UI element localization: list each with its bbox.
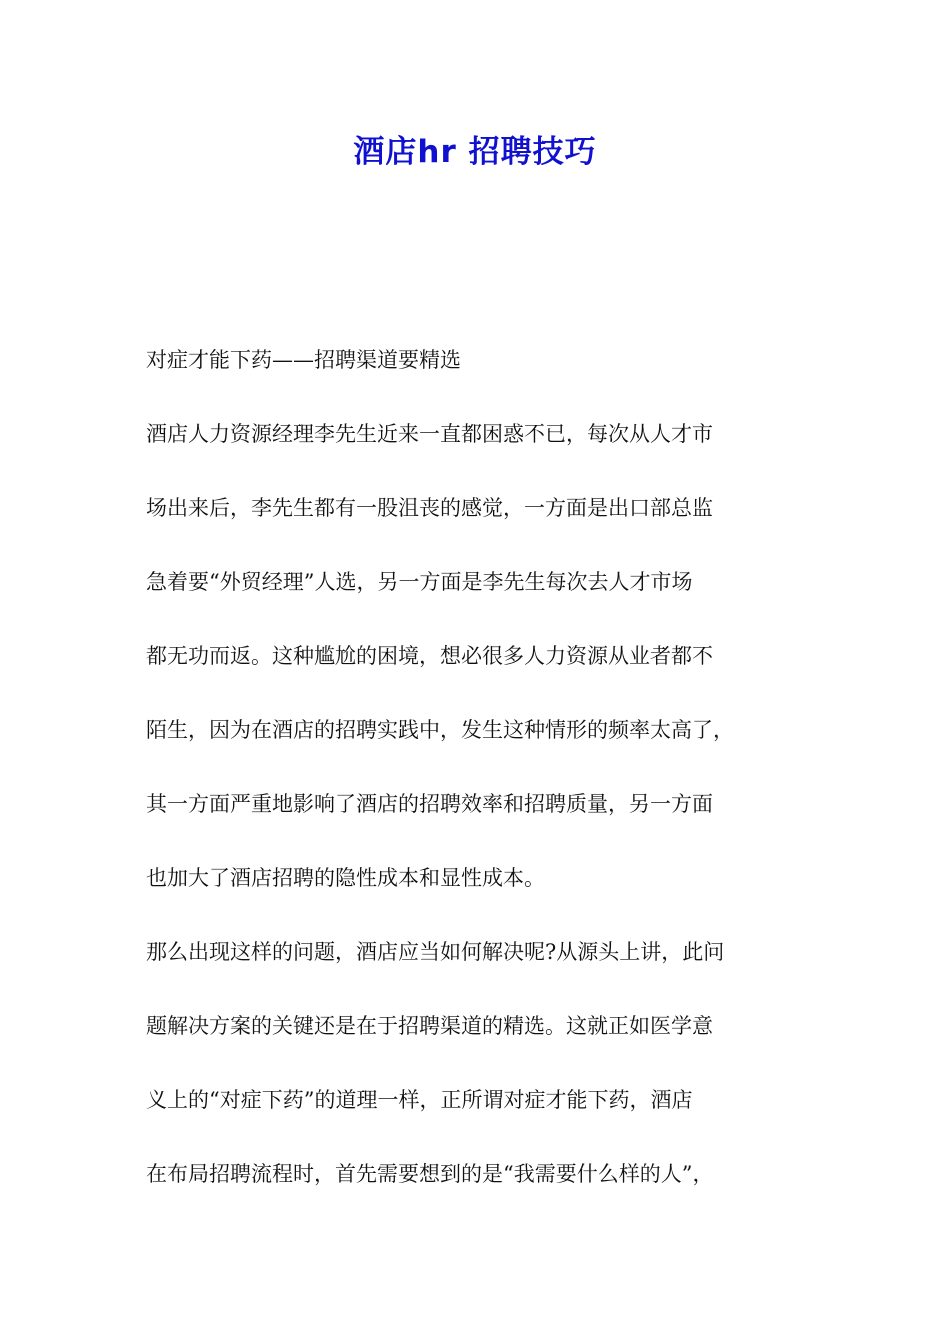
document-title: 酒店hr 招聘技巧	[353, 134, 597, 170]
paragraph-line: 其一方面严重地影响了酒店的招聘效率和招聘质量，另一方面	[146, 792, 713, 816]
paragraph-line: 题解决方案的关键还是在于招聘渠道的精选。这就正如医学意	[146, 1014, 713, 1038]
paragraph-line: 急着要“外贸经理”人选，另一方面是李先生每次去人才市场	[146, 570, 693, 594]
section-heading: 对症才能下药——招聘渠道要精选	[146, 348, 461, 372]
document-body	[146, 336, 826, 1224]
paragraph-line: 义上的“对症下药”的道理一样，正所谓对症才能下药，酒店	[146, 1088, 693, 1112]
paragraph-line: 场出来后，李先生都有一股沮丧的感觉，一方面是出口部总监	[146, 496, 713, 520]
paragraph-line: 在布局招聘流程时，首先需要想到的是“我需要什么样的人”，	[146, 1162, 714, 1186]
paragraph-line: 都无功而返。这种尴尬的困境，想必很多人力资源从业者都不	[146, 644, 713, 668]
paragraph-line: 也加大了酒店招聘的隐性成本和显性成本。	[146, 866, 545, 890]
paragraph-line: 酒店人力资源经理李先生近来一直都困惑不已，每次从人才市	[146, 422, 713, 446]
paragraph-line: 陌生，因为在酒店的招聘实践中，发生这种情形的频率太高了，	[146, 718, 734, 742]
paragraph-line: 那么出现这样的问题，酒店应当如何解决呢?从源头上讲，此问	[146, 940, 725, 964]
